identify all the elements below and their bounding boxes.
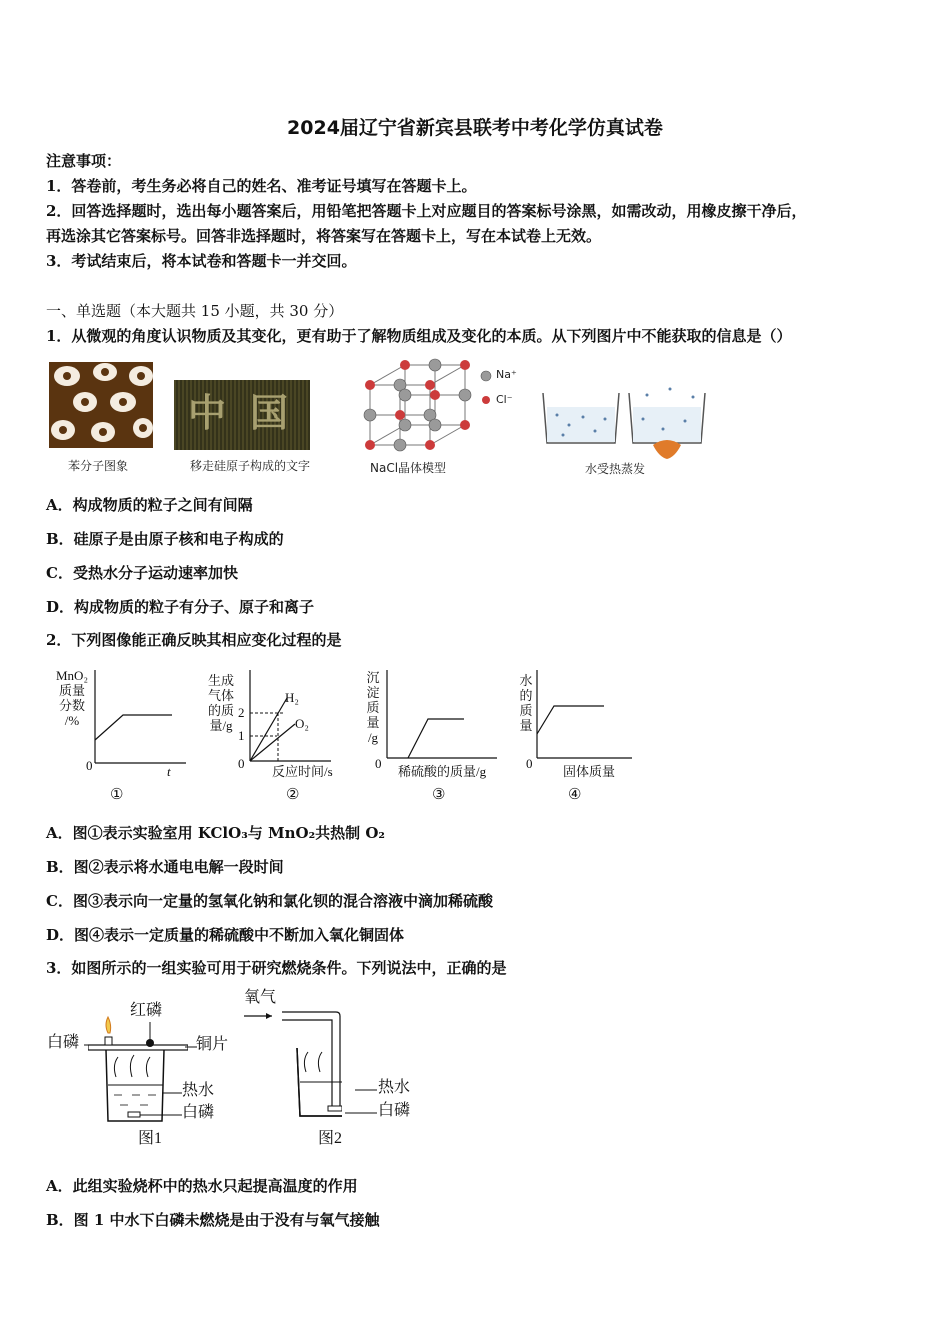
graph2-tick-2: 2 (238, 705, 245, 720)
graph4-xlabel: 固体质量 (563, 764, 616, 779)
q2-option-b[interactable]: B．图②表示将水通电电解一段时间 (46, 858, 284, 876)
fig1-leader-white (140, 1113, 182, 1117)
legend-na: Na⁺ (496, 368, 517, 381)
fig2-label-hot-water: 热水 (378, 1079, 411, 1096)
q1-option-c[interactable]: C．受热水分子运动速率加快 (46, 564, 238, 582)
q1-option-a[interactable]: A．构成物质的粒子之间有间隔 (46, 496, 253, 514)
graph2-tick-1: 1 (238, 728, 245, 743)
q2-stem: 2．下列图像能正确反映其相应变化过程的是 (46, 631, 342, 649)
graph1-number: ① (110, 787, 124, 803)
graph2-series-h2: H₂ (285, 690, 299, 705)
q3-option-a[interactable]: A．此组实验烧杯中的热水只起提高温度的作用 (46, 1177, 358, 1195)
silicon-char-2: 国 (250, 391, 289, 435)
fig1-label-white-phosphorus-top: 白磷 (47, 1034, 80, 1051)
graph2-series-o2: O₂ (295, 716, 309, 731)
graph2-origin: 0 (238, 756, 245, 771)
fig1-label-white-phosphorus: 白磷 (182, 1104, 215, 1121)
caption-nacl: NaCl晶体模型 (370, 461, 447, 475)
fig2-leader-hot-water (355, 1088, 377, 1092)
fig2-caption: 图2 (318, 1130, 343, 1147)
graph1-xlabel: t (167, 764, 171, 779)
notice-item-3: 3．考试结束后，将本试卷和答题卡一并交回。 (46, 252, 357, 270)
q2-option-c[interactable]: C．图③表示向一定量的氢氧化钠和氯化钡的混合溶液中滴加稀硫酸 (46, 892, 493, 910)
fig1-leader-red (148, 1022, 154, 1042)
fig2-label-white-phosphorus: 白磷 (378, 1102, 411, 1119)
nacl-crystal-model (360, 355, 480, 455)
graph3-xlabel: 稀硫酸的质量/g (398, 764, 487, 779)
q3-stem: 3．如图所示的一组实验可用于研究燃烧条件。下列说法中，正确的是 (46, 959, 507, 977)
caption-benzene: 苯分子图象 (68, 459, 129, 473)
page-title: 2024届辽宁省新宾县联考中考化学仿真试卷 (287, 117, 663, 139)
caption-evaporation: 水受热蒸发 (585, 462, 646, 476)
benzene-molecule-pattern (49, 362, 153, 448)
water-evaporation-image (535, 385, 710, 460)
graph3-origin: 0 (375, 756, 382, 771)
notice-item-2: 2．回答选择题时，选出每小题答案后，用铅笔把答题卡上对应题目的答案标号涂黑，如需改动，用橡皮擦干净后， (46, 202, 807, 220)
graph2-ylabel: 生成 气体 的质 量/g (207, 673, 234, 733)
q1-stem: 1．从微观的角度认识物质及其变化，更有助于了解物质组成及变化的本质。从下列图片中不能获取的信息是（） (46, 327, 792, 345)
silicon-char-1: 中 (188, 391, 227, 435)
nacl-legend-icons (480, 370, 492, 410)
fig1-label-hot-water: 热水 (182, 1082, 215, 1099)
silicon-text-image (174, 380, 310, 450)
fig1-label-red-phosphorus: 红磷 (130, 1002, 163, 1019)
q1-option-d[interactable]: D．构成物质的粒子有分子、原子和离子 (46, 598, 315, 616)
graph4-ylabel: 水 的 质 量 (519, 673, 533, 733)
graph4-axes (532, 668, 637, 764)
fig2-label-oxygen: 氧气 (244, 989, 277, 1006)
graph3-axes (382, 668, 502, 764)
fig1-caption: 图1 (138, 1130, 163, 1147)
section-heading: 一、单选题（本大题共 15 小题，共 30 分） (46, 302, 344, 320)
q3-option-b[interactable]: B．图 1 中水下白磷未燃烧是由于没有与氧气接触 (46, 1211, 380, 1229)
q2-option-a[interactable]: A．图①表示实验室用 KClO₃与 MnO₂共热制 O₂ (46, 824, 385, 842)
caption-silicon: 移走硅原子构成的文字 (190, 459, 311, 473)
fig1-leader-white-top (84, 1043, 108, 1047)
legend-cl: Cl⁻ (496, 393, 513, 406)
graph4-origin: 0 (526, 756, 533, 771)
fig1-apparatus (88, 1015, 188, 1127)
fig1-leader-copper (185, 1045, 197, 1049)
q2-option-d[interactable]: D．图④表示一定质量的稀硫酸中不断加入氧化铜固体 (46, 926, 405, 944)
graph3-number: ③ (432, 787, 446, 803)
graph4-number: ④ (568, 787, 582, 803)
notice-item-1: 1．答卷前，考生务必将自己的姓名、准考证号填写在答题卡上。 (46, 177, 477, 195)
fig1-label-copper: 铜片 (196, 1036, 229, 1053)
fig2-apparatus (242, 1010, 342, 1128)
graph2-axes (245, 668, 335, 764)
fig1-leader-hot-water (162, 1091, 182, 1095)
graph1-origin: 0 (86, 758, 93, 773)
benzene-image (49, 362, 153, 448)
graph2-number: ② (286, 787, 300, 803)
notice-item-2-cont: 再选涂其它答案标号。回答非选择题时，将答案写在答题卡上，写在本试卷上无效。 (46, 227, 602, 245)
graph2-xlabel: 反应时间/s (272, 764, 333, 779)
graph1-ylabel: MnO₂ 质量 分数 /% (56, 668, 88, 728)
graph1-axes (90, 668, 190, 768)
notice-heading: 注意事项： (46, 152, 122, 170)
q1-option-b[interactable]: B．硅原子是由原子核和电子构成的 (46, 530, 284, 548)
fig2-leader-white (345, 1111, 377, 1115)
graph3-ylabel: 沉 淀 质 量 /g (366, 670, 380, 745)
